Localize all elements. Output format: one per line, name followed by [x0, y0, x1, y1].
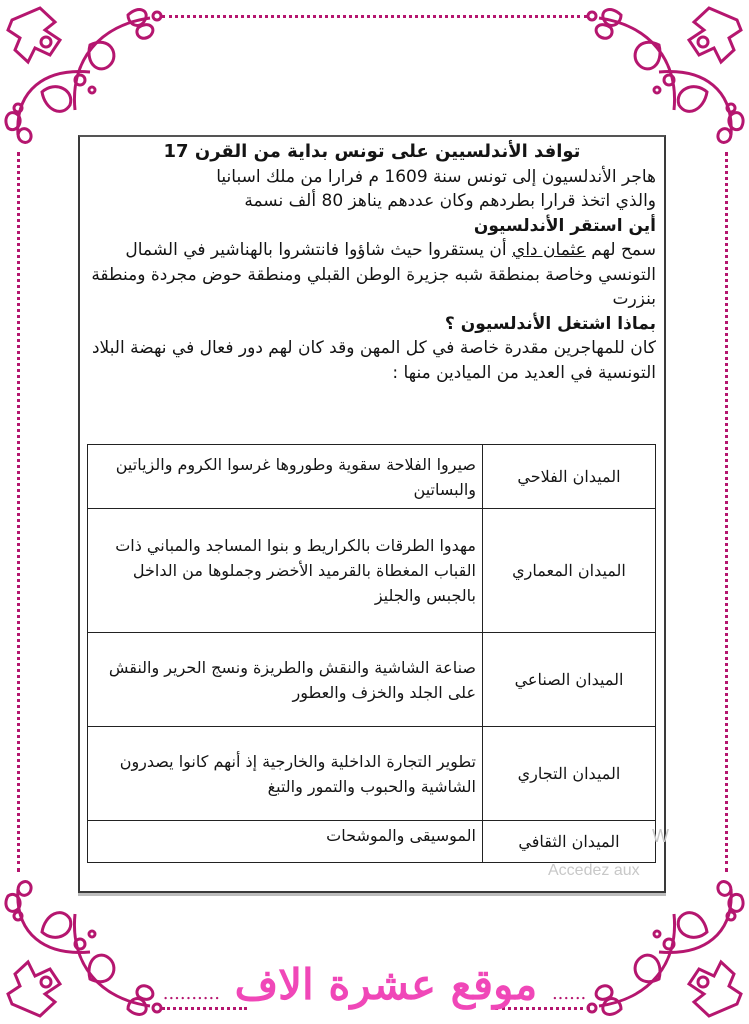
document-frame: [78, 135, 666, 893]
settlement-prefix: سمح لهم: [585, 240, 656, 260]
corner-ornament-top-left-icon: [0, 0, 170, 150]
field-description-cell: صناعة الشاشية والنقش والطريزة ونسج الحرير والنقش على الجلد والخزف والعطور: [88, 633, 483, 727]
intro-line-1: هاجر الأندلسيون إلى تونس سنة 1609 م فرارا من ملك اسبانيا: [216, 166, 656, 187]
field-description-cell: الموسيقى والموشحات: [88, 821, 483, 863]
field-description-cell: مهدوا الطرقات بالكراريط و بنوا المساجد والمباني ذات القباب المغطاة بالقرميد الأخضر وجملوها من الداخل بالجبس والجليز: [88, 509, 483, 633]
table-row: [88, 821, 656, 863]
document-title: توافد الأندلسيين على تونس بداية من القرن 17: [163, 141, 581, 162]
table-row: [88, 727, 656, 821]
dots-right: ......: [551, 983, 587, 1004]
dotted-border-top: [162, 15, 587, 18]
field-name-cell: الميدان الصناعي: [483, 633, 656, 727]
table-row: [88, 509, 656, 633]
table-row: [88, 633, 656, 727]
fields-table: [87, 444, 656, 863]
watermark-line-1: W: [652, 826, 669, 846]
watermark-line-2: Accedez aux: [548, 862, 640, 879]
field-description-cell: تطوير التجارة الداخلية والخارجية إذ أنهم كانوا يصدرون الشاشية والحبوب والتمور والتبغ: [88, 727, 483, 821]
site-name: موقع عشرة الاف: [234, 960, 538, 1009]
settlement-paragraph: [88, 238, 656, 312]
document-body: [88, 137, 656, 385]
table-row: [88, 445, 656, 509]
field-description-cell: صيروا الفلاحة سقوية وطوروها غرسوا الكروم والزياتين والبساتين: [88, 445, 483, 509]
dotted-border-left: [17, 152, 20, 872]
corner-ornament-top-right-icon: [579, 0, 749, 150]
settlement-text: أن يستقروا حيث شاؤوا فانتشروا بالهناشير في الشمال التونسي وخاصة بمنطقة شبه جزيرة الوطن القبلي ومنطقة حوض مجردة ومنطقة بنزرت: [91, 240, 656, 309]
section-heading-occupations: بماذا اشتغل الأندلسيون ؟: [444, 313, 656, 334]
intro-line-2: والذي اتخذ قرارا بطردهم وكان عددهم يناهز 80 ألف نسمة: [244, 191, 656, 211]
section-heading-settlement: أين استقر الأندلسيون: [473, 215, 656, 236]
occupations-paragraph: كان للمهاجرين مقدرة خاصة في كل المهن وقد كان لهم دور فعال في نهضة البلاد التونسية في العديد من الميادين منها :: [91, 338, 656, 383]
site-name-footer: [0, 955, 749, 1024]
dots-left: ..........: [162, 983, 220, 1004]
field-name-cell: الميدان المعماري: [483, 509, 656, 633]
ruler-name: عثمان داي: [512, 240, 586, 260]
dotted-border-right: [725, 152, 728, 872]
field-name-cell: الميدان الفلاحي: [483, 445, 656, 509]
field-name-cell: الميدان الثقافي: [483, 821, 656, 863]
field-name-cell: الميدان التجاري: [483, 727, 656, 821]
